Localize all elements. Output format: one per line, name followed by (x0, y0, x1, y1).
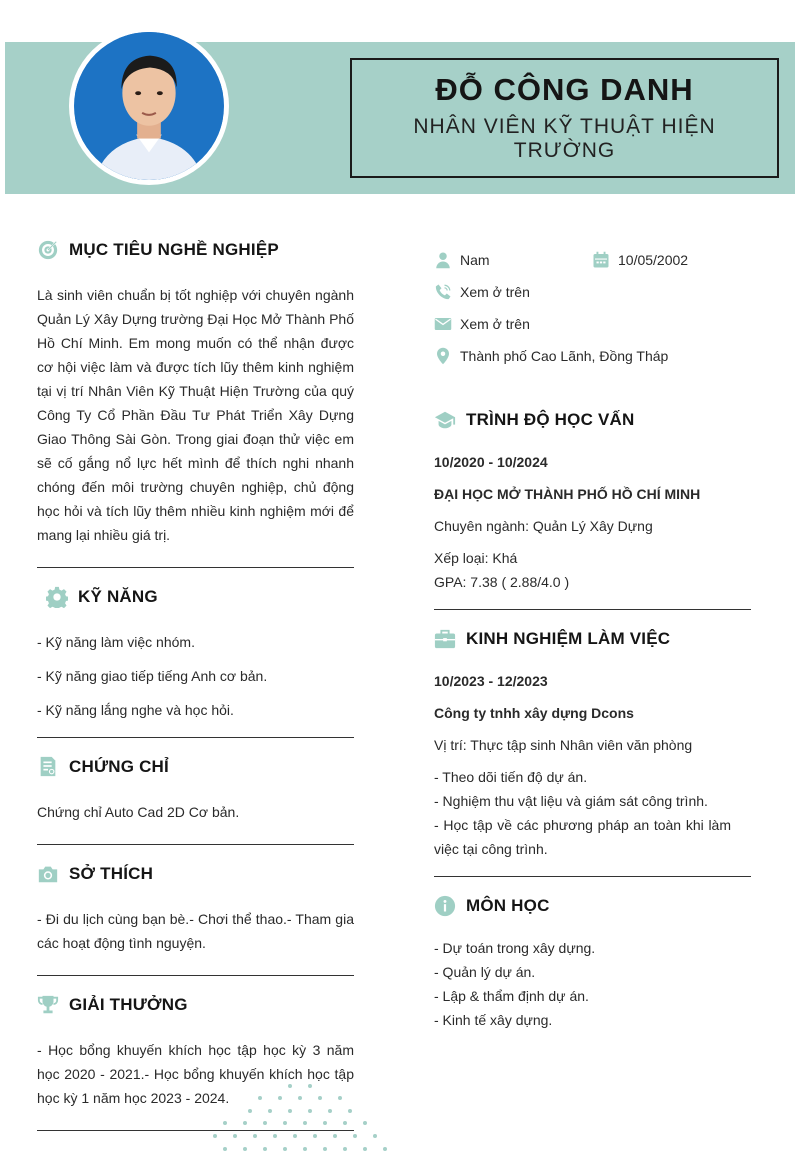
skill-item: - Kỹ năng làm việc nhóm. (37, 634, 195, 650)
decorative-dots (205, 1080, 395, 1155)
experience-header (434, 628, 670, 650)
certificate-icon (37, 756, 59, 778)
education-gpa: GPA: 7.38 ( 2.88/4.0 ) (434, 574, 570, 590)
education-school: ĐẠI HỌC MỞ THÀNH PHỐ HỒ CHÍ MINH (434, 486, 701, 502)
education-major: Chuyên ngành: Quản Lý Xây Dựng (434, 518, 653, 534)
experience-period: 10/2023 - 12/2023 (434, 673, 548, 689)
objective-title: MỤC TIÊU NGHỀ NGHIỆP (69, 240, 279, 259)
experience-company: Công ty tnhh xây dựng Dcons (434, 705, 634, 721)
divider (434, 876, 751, 877)
name-box (350, 58, 779, 178)
experience-task: - Nghiệm thu vật liệu và giám sát công trình. (434, 793, 708, 809)
subject-item: - Kinh tế xây dựng. (434, 1012, 553, 1028)
certificate-text: Chứng chỉ Auto Cad 2D Cơ bản. (37, 804, 240, 820)
education-rank: Xếp loại: Khá (434, 550, 518, 566)
experience-task: - Theo dõi tiến độ dự án. (434, 769, 588, 785)
camera-icon (37, 863, 59, 885)
mail-icon (434, 315, 452, 333)
divider (37, 975, 354, 976)
candidate-job-title: NHÂN VIÊN KỸ THUẬT HIỆN TRƯỜNG (413, 115, 716, 162)
contact-email (434, 315, 530, 333)
subject-item: - Dự toán trong xây dựng. (434, 940, 596, 956)
graduation-cap-icon (434, 409, 456, 431)
gender-value: Nam (460, 252, 490, 268)
skill-item: - Kỹ năng lắng nghe và học hỏi. (37, 702, 234, 718)
hobbies-text: - Đi du lịch cùng bạn bè.- Chơi thể thao.- Tham gia các hoạt động tình nguyện. (37, 911, 354, 951)
skills-title: KỸ NĂNG (78, 587, 158, 606)
certificates-title: CHỨNG CHỈ (69, 757, 169, 776)
divider (37, 567, 354, 568)
location-pin-icon (434, 347, 452, 365)
contact-birthday (592, 251, 688, 269)
education-period: 10/2020 - 10/2024 (434, 454, 548, 470)
gear-icon (46, 586, 68, 608)
awards-text: - Học bổng khuyến khích học tập học kỳ 3 năm học 2020 - 2021.- Học bổng khuyến khích học tập học kỳ 1 năm học 2023 - 2024. (37, 1042, 354, 1106)
divider (37, 844, 354, 845)
hobbies-title: SỞ THÍCH (69, 864, 154, 883)
subject-item: - Quản lý dự án. (434, 964, 536, 980)
avatar (69, 27, 229, 185)
objective-header (37, 239, 279, 261)
experience-task: - Học tập về các phương pháp an toàn khi làm việc tại công trình. (434, 817, 731, 857)
user-icon (434, 251, 452, 269)
education-header (434, 409, 634, 431)
contact-phone (434, 283, 530, 301)
email-value: Xem ở trên (460, 316, 530, 332)
phone-icon (434, 283, 452, 301)
hobbies-header (37, 863, 153, 885)
education-title: TRÌNH ĐỘ HỌC VẤN (466, 410, 635, 429)
avatar-photo (74, 32, 224, 180)
address-value: Thành phố Cao Lãnh, Đồng Tháp (460, 348, 669, 364)
phone-value: Xem ở trên (460, 284, 530, 300)
candidate-name: ĐỖ CÔNG DANH (435, 72, 694, 107)
objective-text: Là sinh viên chuẩn bị tốt nghiệp với chuyên ngành Quản Lý Xây Dựng trường Đại Học Mở Thành Phố Hồ Chí Minh. Em mong muốn có thể nhận được cơ hội việc làm và được tích lũy thêm kinh nghiệm tại vị trí Nhân Viên Kỹ Thuật Hiện Trường của quý Công Ty Cổ Phần Đầu Tư Phát Triển Xây Dựng Giao Thông Sài Gòn. Trong giai đoạn thử việc em sẽ cố gắng nổ lực hết mình để thích nghi nhanh chóng đến môi trường chuyên nghiệp, chủ động học hỏi và tích lũy thêm nhiều kinh nghiệm mới để mang lại nhiều giá trị. (37, 287, 354, 543)
skills-header (46, 586, 158, 608)
experience-position: Vị trí: Thực tập sinh Nhân viên văn phòng (434, 737, 693, 753)
calendar-icon (592, 251, 610, 269)
subjects-title: MÔN HỌC (466, 896, 550, 915)
awards-title: GIẢI THƯỞNG (69, 995, 188, 1014)
skill-item: - Kỹ năng giao tiếp tiếng Anh cơ bản. (37, 668, 268, 684)
divider (37, 737, 354, 738)
subjects-header (434, 895, 550, 917)
briefcase-icon (434, 628, 456, 650)
target-icon (37, 239, 59, 261)
subject-item: - Lập & thẩm định dự án. (434, 988, 589, 1004)
trophy-icon (37, 994, 59, 1016)
experience-title: KINH NGHIỆM LÀM VIỆC (466, 629, 671, 648)
contact-gender (434, 251, 490, 269)
certificates-header (37, 756, 169, 778)
info-icon (434, 895, 456, 917)
contact-address (434, 347, 668, 365)
divider (434, 609, 751, 610)
birthday-value: 10/05/2002 (618, 252, 689, 268)
awards-header (37, 994, 188, 1016)
